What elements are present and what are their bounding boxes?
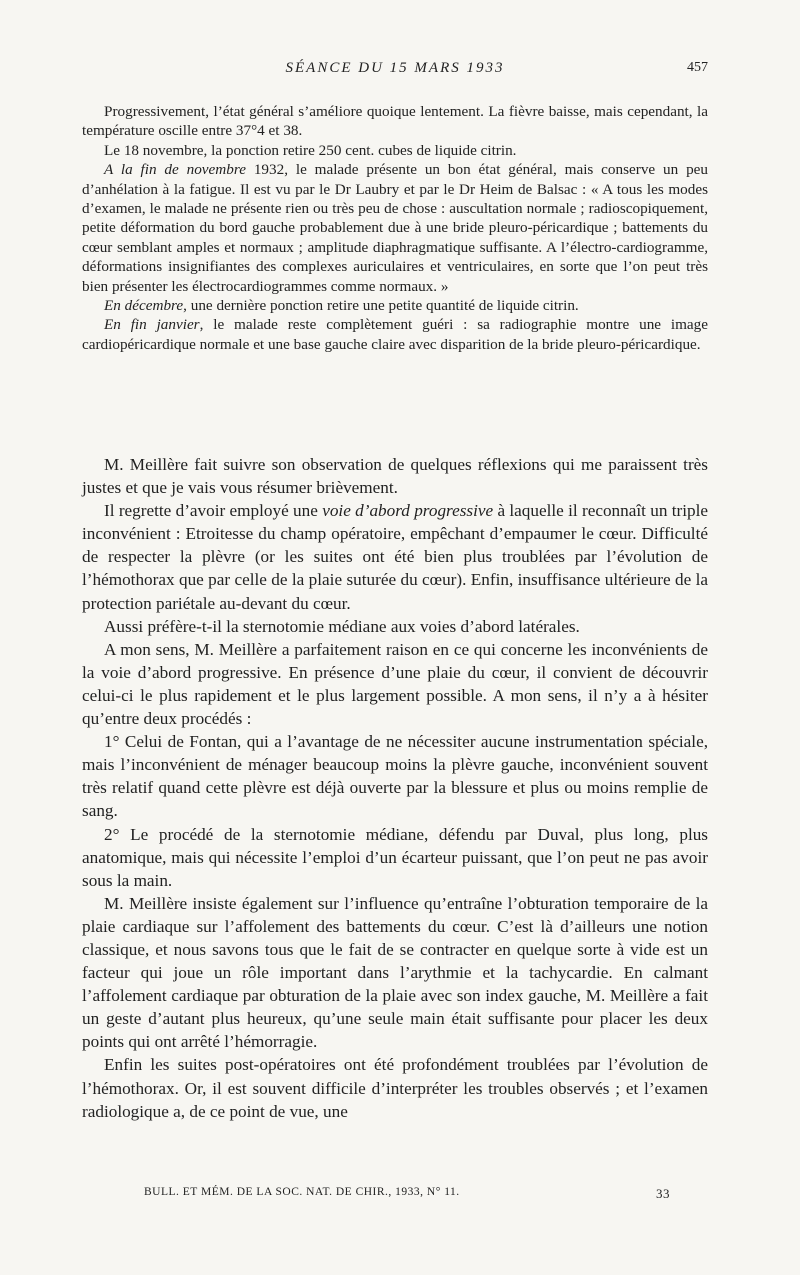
date-lead: En fin janvier	[104, 316, 200, 334]
case-text: , une dernière ponction retire une petite quantité de liquide citrin.	[183, 297, 579, 315]
discussion-paragraph: Enfin les suites post-opératoires ont été profondément troublées par l’évolution de l’hémothorax. Or, il est souvent difficile d’interpréter les troubles observés ; et l’examen radiologique a, de ce point de vue, une	[82, 1055, 708, 1121]
discussion-paragraph: M. Meillère fait suivre son observation de quelques réflexions qui me paraissent très justes et que je vais vous résumer brièvement.	[82, 455, 708, 498]
discussion-paragraph: Aussi préfère-t-il la sternotomie médiane aux voies d’abord latérales.	[104, 616, 580, 636]
emphasis-text: voie d’abord progressive	[322, 501, 494, 521]
discussion-paragraph: 2° Le procédé de la sternotomie médiane, défendu par Duval, plus long, plus anatomique, mais qui nécessite l’emploi d’un écarteur puissant, que l’on peut ne pas avoir sous la main.	[82, 824, 708, 890]
discussion-section	[82, 453, 708, 1123]
case-paragraph: Progressivement, l’état général s’améliore quoique lentement. La fièvre baisse, mais cependant, la température oscille entre 37°4 et 38.	[82, 103, 708, 140]
signature-number: 33	[656, 1186, 670, 1201]
page-footer	[82, 1186, 708, 1206]
case-report-section	[82, 102, 708, 354]
case-text: , le malade reste complètement guéri : sa radiographie montre une image cardiopéricardique normale et une base gauche claire avec disparition de la bride pleuro-péricardique.	[82, 316, 708, 353]
discussion-paragraph: A mon sens, M. Meillère a parfaitement raison en ce qui concerne les inconvénients de la voie d’abord progressive. En présence d’une plaie du cœur, il convient de découvrir celui-ci le plus rapidement et le plus largement possible. A mon sens, il n’y a à hésiter qu’entre deux procédés :	[82, 639, 708, 729]
running-title: SÉANCE DU 15 MARS 1933	[285, 60, 505, 76]
case-text: 1932, le malade présente un bon état général, mais conserve un peu d’anhélation à la fatigue. Il est vu par le Dr Laubry et par le Dr Heim de Balsac : « A tous les modes d’examen, le malade ne présente rien ou très peu de chose : auscultation normale ; radioscopiquement, petite déformation du bord gauche probablement due à une bride pleuro-péricardique ; battements du cœur semblant amples et normaux ; amplitude diaphragmatique suffisante. A l’électro-cardiogramme, déformations insignifiantes des complexes auriculaires et ventriculaires, en sorte que l’on peut très bien présenter les électrocardiogrammes comme normaux. »	[82, 161, 708, 295]
page-header	[82, 60, 708, 86]
case-paragraph: Le 18 novembre, la ponction retire 250 cent. cubes de liquide citrin.	[104, 141, 517, 159]
case-paragraph	[82, 296, 708, 315]
discussion-paragraph: M. Meillère insiste également sur l’influence qu’entraîne l’obturation temporaire de la plaie cardiaque sur l’affolement des battements du cœur. C’est là d’ailleurs une notion classique, et nous savons tous que le fait de se contracter en quelque sorte à vide est un facteur qui joue un rôle important dans l’arythmie et la tachycardie. En calmant l’affolement cardiaque par obturation de la plaie avec son index gauche, M. Meillère a fait un geste d’autant plus heureux, qu’une seule main était suffisante pour placer les deux points qui ont arrêté l’hémorragie.	[82, 893, 708, 1052]
journal-reference: BULL. ET MÉM. DE LA SOC. NAT. DE CHIR., 1933, N° 11.	[144, 1186, 460, 1198]
discussion-text: à laquelle il reconnaît un triple inconvénient : Etroitesse du champ opératoire, empêchant d’empaumer le cœur. Difficulté de respecter la plèvre (or les suites ont été bien plus troublées par l’évolution de l’hémothorax que par celle de la plaie suturée du cœur). Enfin, insuffisance ultérieure de la protection pariétale au-devant du cœur.	[82, 501, 709, 613]
discussion-paragraph	[82, 499, 708, 614]
discussion-text: Il regrette d’avoir employé une	[104, 501, 323, 521]
discussion-paragraph: 1° Celui de Fontan, qui a l’avantage de ne nécessiter aucune instrumentation spéciale, mais l’inconvénient de ménager beaucoup moins la plèvre gauche, inconvénient souvent très relatif quand cette plèvre est déjà ouverte par la blessure et plus ou moins remplie de sang.	[82, 732, 708, 821]
case-paragraph	[82, 315, 708, 354]
page-number: 457	[687, 60, 708, 75]
date-lead: A la fin de novembre	[104, 161, 246, 179]
date-lead: En décembre	[104, 297, 184, 315]
case-paragraph	[82, 160, 708, 296]
